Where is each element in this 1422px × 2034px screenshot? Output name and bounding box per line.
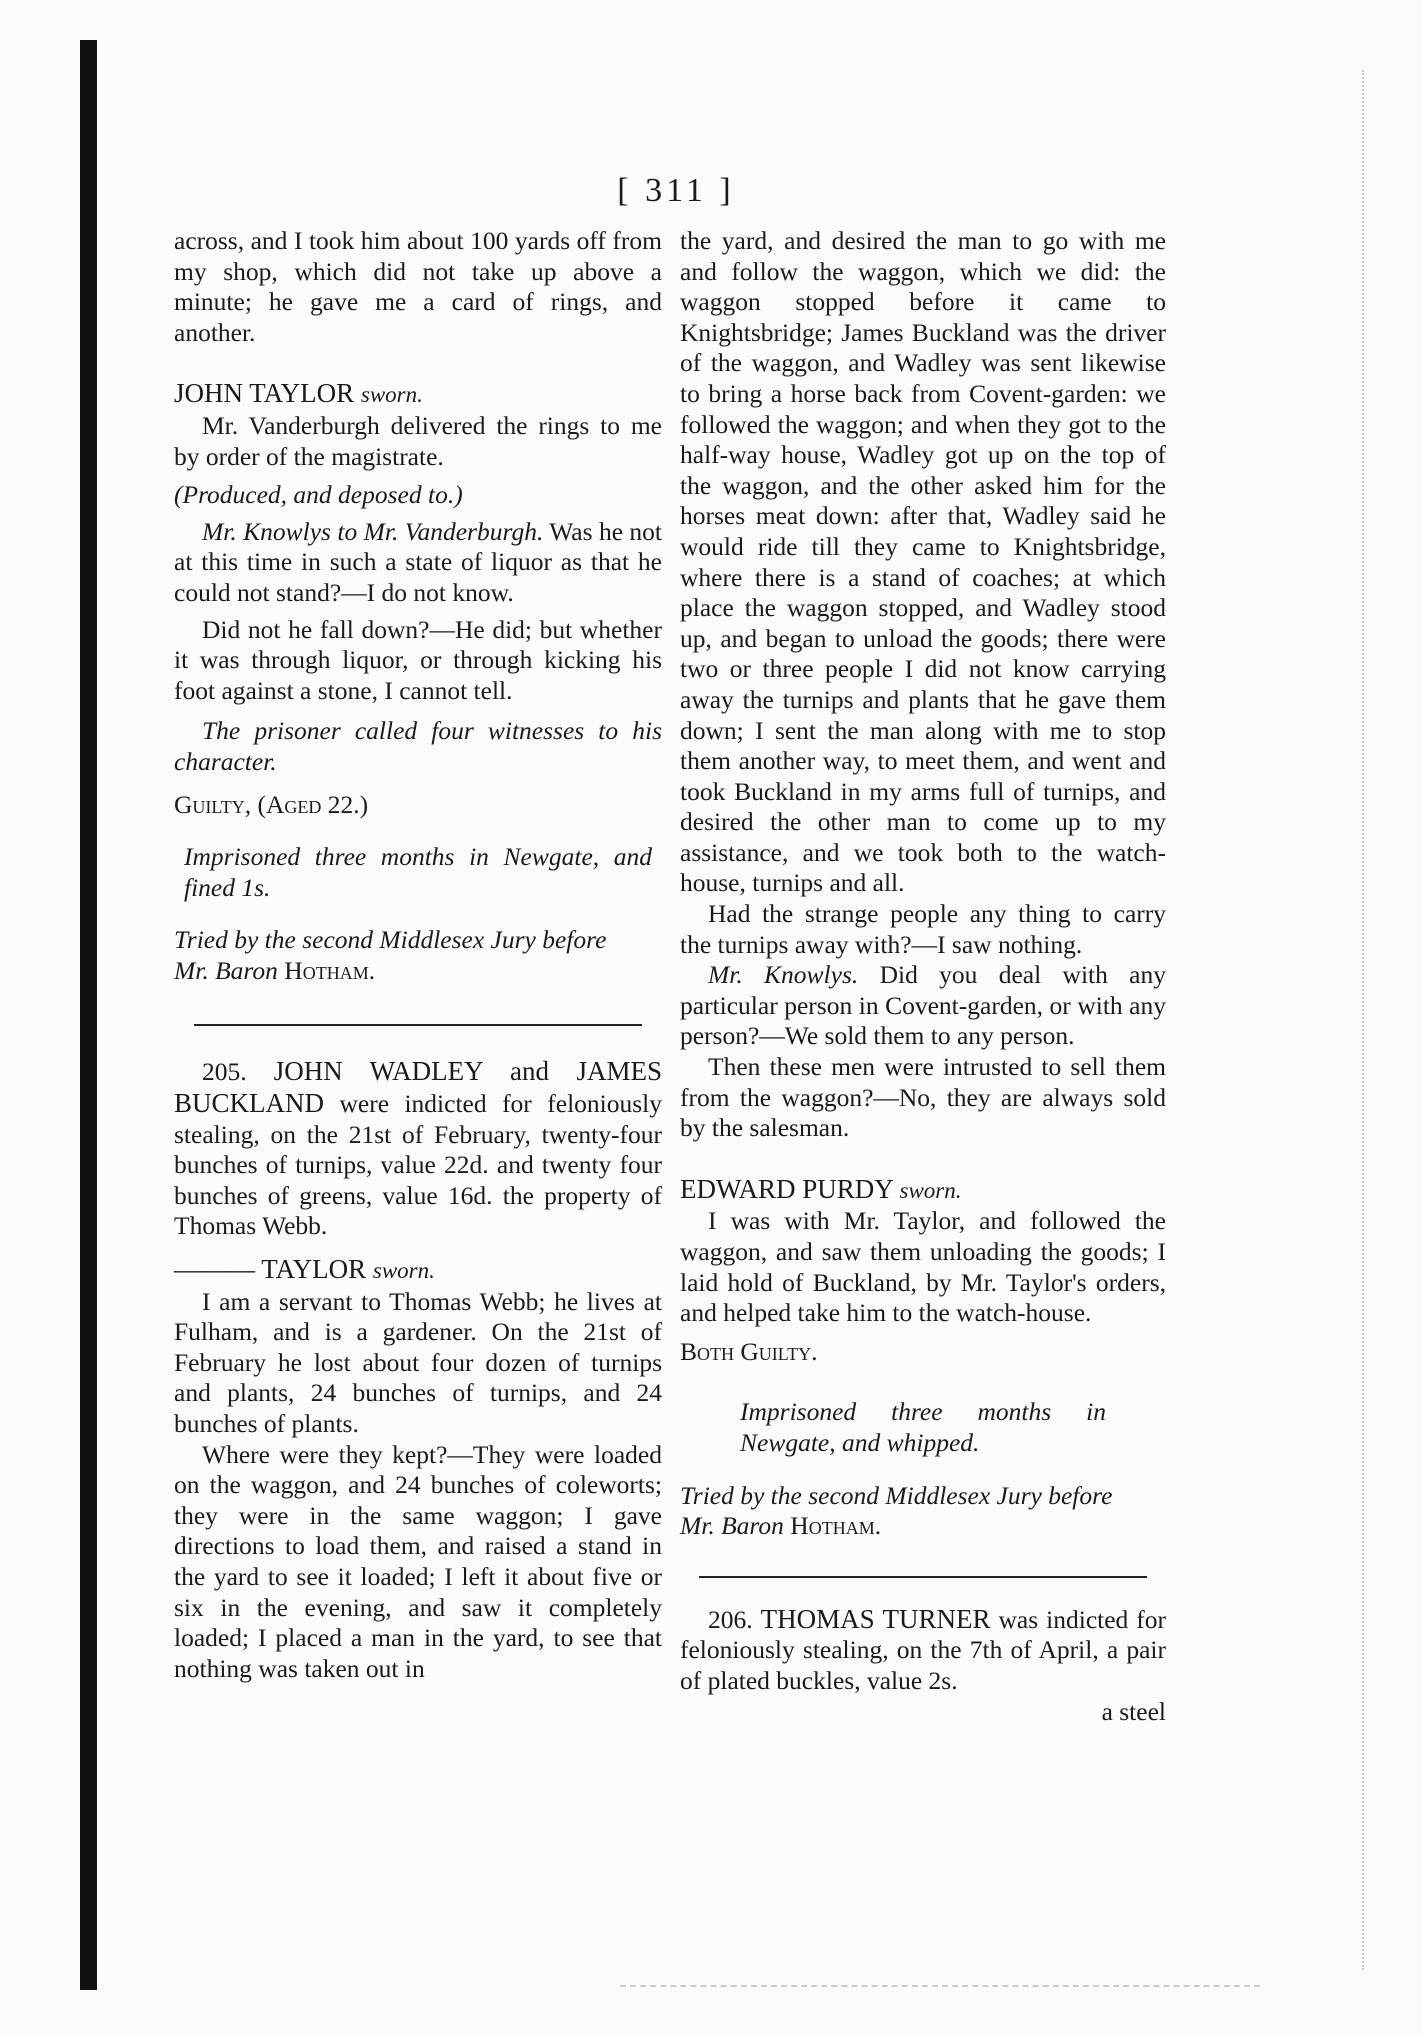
verdict: Guilty, (Aged 22.) xyxy=(174,789,369,819)
page-edge-marks xyxy=(1362,70,1394,1970)
verdict: Both Guilty. xyxy=(680,1336,818,1366)
catchword: a steel xyxy=(1101,1696,1166,1726)
binding-edge xyxy=(80,40,97,1990)
paragraph: Did not he fall down?—He did; but whether it was through liquor, or through kicking his foot against a stone, I cannot tell. xyxy=(174,614,662,705)
sentence: Imprisoned three months in Newgate, and whipped. xyxy=(740,1397,1106,1457)
judge-title: Mr. Baron xyxy=(680,1511,784,1541)
paragraph: Had the strange people any thing to carry the turnips away with?—I saw nothing. xyxy=(680,899,1166,959)
sworn-label: sworn. xyxy=(360,382,423,408)
tried-line: Tried by the second Middlesex Jury before xyxy=(680,1480,1113,1510)
paragraph xyxy=(680,960,1166,1052)
left-column xyxy=(174,226,662,1684)
paragraph: I was with Mr. Taylor, and followed the waggon, and saw them unloading the goods; I laid hold of Buckland, by Mr. Taylor's orders, and helped take him to the watch-house. xyxy=(680,1206,1166,1328)
case-text: was indicted for feloniously stealing, on the 7th of April, a pair of plated buckles, value 2s. xyxy=(680,1604,1167,1695)
paragraph xyxy=(174,517,662,609)
sentence: Imprisoned three months in Newgate, and fined 1s. xyxy=(184,842,652,902)
case-205 xyxy=(174,1056,662,1242)
case-number: 206. xyxy=(708,1604,753,1634)
question-text: Did you deal with any particular person in Covent-garden, or with any person?—We sold them to any person. xyxy=(680,960,1167,1051)
speaker-lead: Mr. Knowlys. xyxy=(708,960,859,990)
witness-heading xyxy=(680,1174,1166,1207)
tried-judge-line xyxy=(174,956,662,987)
judge-name: Hotham. xyxy=(790,1511,882,1541)
paragraph: across, and I took him about 100 yards off from my shop, which did not take up above a minute; he gave me a card of rings, and another. xyxy=(174,226,662,347)
witness-name: ——— TAYLOR xyxy=(174,1254,367,1285)
paragraph: the yard, and desired the man to go with me and follow the waggon, which we did: the waggon stopped before it came to Knightsbridge; James Buckland was the driver of the waggon, and Wadley was sent likewise to bring a horse back from Covent-garden: we followed the waggon; and when they got to the half-way house, Wadley got up on the top of the waggon, and the other asked him for the horses meat down: after that, Wadley said he would ride till they came to Knightsbridge, where there is a stand of coaches; at which place the waggon stopped, and Wadley stood up, and began to unload the goods; there were two or three people I did not know carrying away the turnips and plants that he gave them down; I sent the man along with me to stop them another way, to meet them, and went and took Buckland in my arms full of turnips, and desired the other man to come up to my assistance, and we took both to the watch-house, turnips and all. xyxy=(680,226,1166,898)
witness-heading xyxy=(174,378,662,411)
case-number: 205. xyxy=(202,1057,247,1087)
witnesses-note: The prisoner called four witnesses to his character. xyxy=(174,716,662,776)
paragraph: Mr. Vanderburgh delivered the rings to me by order of the magistrate. xyxy=(174,410,662,471)
page-number: [ 311 ] xyxy=(617,172,735,209)
sworn-label: sworn. xyxy=(372,1258,435,1284)
tried-judge-line xyxy=(680,1511,1166,1542)
speaker-lead: Mr. Knowlys to Mr. Vanderburgh. xyxy=(202,516,544,546)
paragraph: Where were they kept?—They were loaded on the waggon, and 24 bunches of coleworts; they were in the same waggon; I gave directions to load them, and raised a stand in the yard to see it loaded; I left it about five or six in the evening, and saw it completely loaded; I placed a man in the yard, to see that nothing was taken out in xyxy=(174,1439,662,1683)
question-text: Was he not at this time in such a state of liquor as that he could not stand?—I do not know. xyxy=(174,516,663,607)
bottom-edge-marks xyxy=(620,1985,1260,1987)
case-206 xyxy=(680,1604,1166,1697)
sworn-label: sworn. xyxy=(899,1177,962,1203)
judge-name: Hotham. xyxy=(284,955,376,985)
case-text: were indicted for feloniously stealing, on the 21st of February, twenty-four bunches of turnips, value 22d. and twenty four bunches of greens, value 16d. the property of Thomas Webb. xyxy=(174,1089,662,1241)
witness-heading xyxy=(174,1254,662,1287)
tried-line: Tried by the second Middlesex Jury before xyxy=(174,925,607,955)
judge-title: Mr. Baron xyxy=(174,955,278,985)
paragraph: I am a servant to Thomas Webb; he lives at Fulham, and is a gardener. On the 21st of February he lost about four dozen of turnips and plants, 24 bunches of turnips, and 24 bunches of plants. xyxy=(174,1286,662,1438)
defendant-names: JOHN WADLEY and JAMES BUCKLAND xyxy=(174,1056,662,1119)
witness-name: JOHN TAYLOR xyxy=(174,378,355,409)
produced-note: (Produced, and deposed to.) xyxy=(174,480,463,510)
paragraph: Then these men were intrusted to sell them from the waggon?—No, they are always sold by the salesman. xyxy=(680,1052,1166,1143)
right-column xyxy=(680,226,1166,1727)
witness-name: EDWARD PURDY xyxy=(680,1173,893,1204)
defendant-name: THOMAS TURNER xyxy=(760,1603,991,1634)
